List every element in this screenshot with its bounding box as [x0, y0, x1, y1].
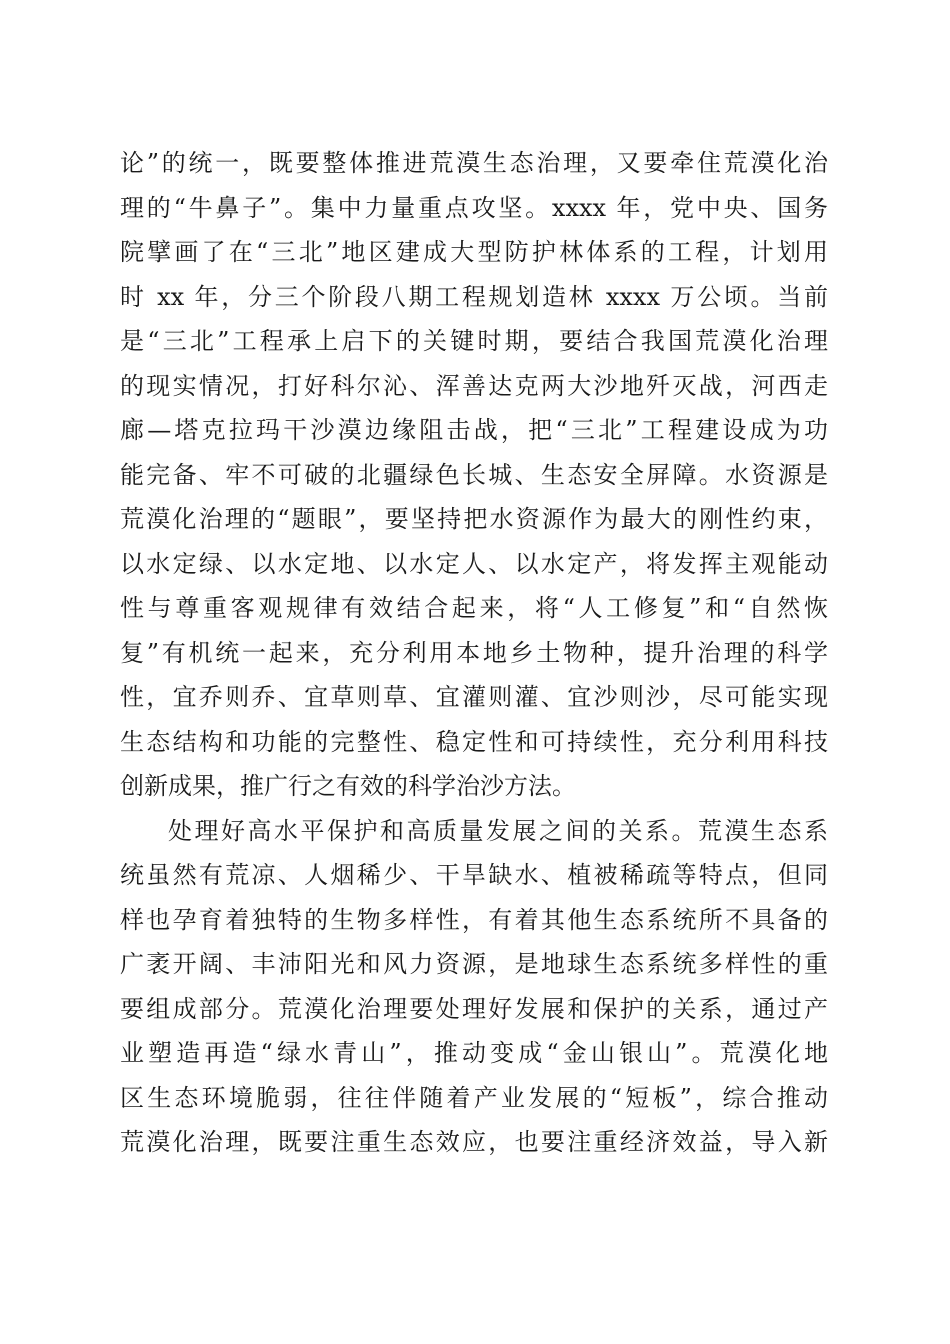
- text-line: 能完备、牢不可破的北疆绿色长城、生态安全屏障。水资源是: [120, 460, 828, 489]
- text-line: 业塑造再造“绿水青山”，推动变成“金山银山”。荒漠化地: [120, 1039, 828, 1067]
- text-line: 廊—塔克拉玛干沙漠边缘阻击战，把“三北”工程建设成为功: [120, 416, 828, 444]
- text-line: 处理好高水平保护和高质量发展之间的关系。荒漠生态系: [168, 816, 828, 845]
- text-line: 院擘画了在“三北”地区建成大型防护林体系的工程，计划用: [120, 238, 828, 266]
- text-line: 复”有机统一起来，充分利用本地乡土物种，提升治理的科学: [120, 638, 828, 667]
- text-line: 区生态环境脆弱，往往伴随着产业发展的“短板”，综合推动: [120, 1083, 828, 1112]
- text-line: 要组成部分。荒漠化治理要处理好发展和保护的关系，通过产: [120, 994, 828, 1023]
- text-line: 论”的统一，既要整体推进荒漠生态治理，又要牵住荒漠化治: [120, 149, 828, 177]
- text-line: 时 xx 年，分三个阶段八期工程规划造林 xxxx 万公顷。当前: [120, 282, 828, 311]
- text-line: 荒漠化治理，既要注重生态效应，也要注重经济效益，导入新: [120, 1128, 828, 1156]
- text-line: 性与尊重客观规律有效结合起来，将“人工修复”和“自然恢: [120, 594, 828, 622]
- text-line: 性，宜乔则乔、宜草则草、宜灌则灌、宜沙则沙，尽可能实现: [120, 683, 828, 711]
- text-line: 统虽然有荒凉、人烟稀少、干旱缺水、植被稀疏等特点，但同: [120, 861, 828, 889]
- text-line: 创新成果，推广行之有效的科学治沙方法。: [120, 772, 576, 800]
- document-body: [120, 141, 828, 1165]
- text-line: 的现实情况，打好科尔沁、浑善达克两大沙地歼灭战，河西走: [120, 371, 828, 400]
- text-line: 理的“牛鼻子”。集中力量重点攻坚。xxxx 年，党中央、国务: [120, 193, 828, 222]
- text-line: 样也孕育着独特的生物多样性，有着其他生态系统所不具备的: [120, 905, 828, 934]
- text-line: 是“三北”工程承上启下的关键时期，要结合我国荒漠化治理: [120, 327, 828, 355]
- paragraph-2: [120, 809, 828, 1165]
- text-line: 以水定绿、以水定地、以水定人、以水定产，将发挥主观能动: [120, 549, 828, 578]
- text-line: 荒漠化治理的“题眼”，要坚持把水资源作为最大的刚性约束，: [120, 505, 828, 533]
- text-line: 生态结构和功能的完整性、稳定性和可持续性，充分利用科技: [120, 727, 828, 756]
- text-line: 广袤开阔、丰沛阳光和风力资源，是地球生态系统多样性的重: [120, 950, 828, 978]
- paragraph-1: [120, 141, 828, 809]
